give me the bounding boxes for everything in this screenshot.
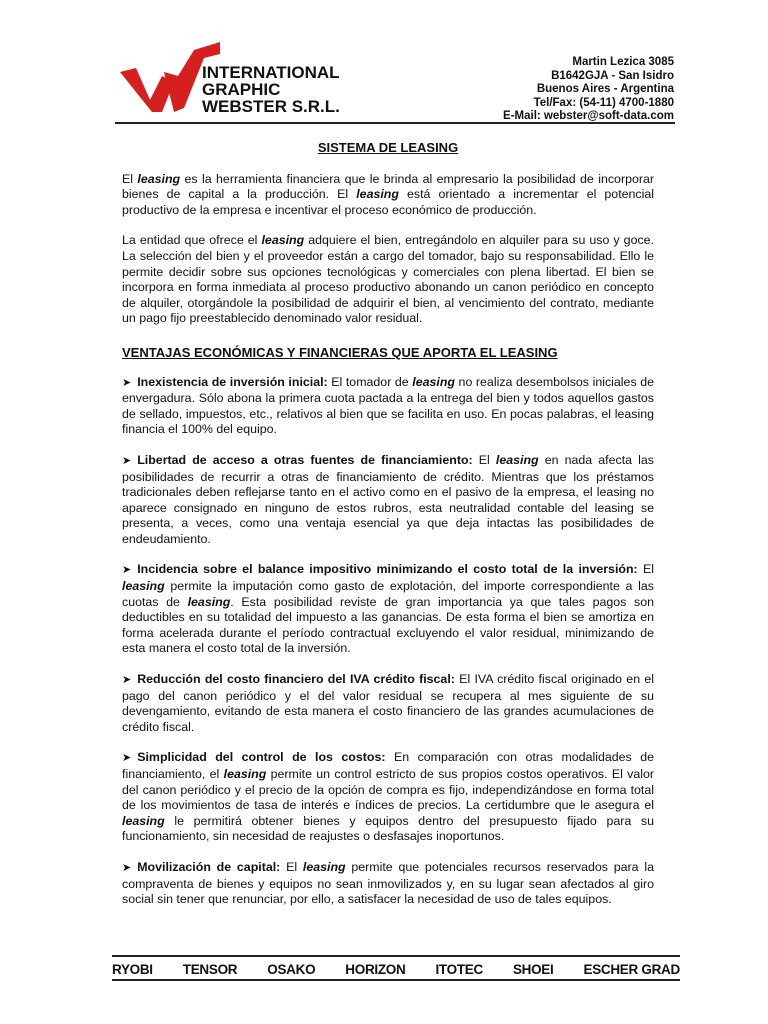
keyword: leasing bbox=[495, 452, 539, 467]
keyword: leasing bbox=[412, 374, 455, 389]
text-run: El tomador de bbox=[327, 374, 413, 389]
text-run: permite que potenciales recursos reservados para la compraventa de bienes y equipos no sean inmovilizados y, en su lugar sean afectados al giro social sin tener que renunciar, por ello, a satisfacer la necesidad de uso de tales equipos. bbox=[122, 859, 655, 907]
arrow-bullet-icon: ➤ bbox=[122, 861, 132, 874]
brand-ryobi: RYOBI bbox=[112, 961, 153, 977]
footer-divider-top bbox=[112, 955, 680, 957]
city-line: Buenos Aires - Argentina bbox=[536, 83, 674, 95]
postal-line: B1642GJA - San Isidro bbox=[551, 69, 674, 82]
text-run: permite un control estricto de sus propios costos operativos. El valor del canon periódico y el precio de la opción de compra es fijo, independizándose en forma total de los movimientos de tasa de interés e índices de precios. La certidumbre que le asegura el bbox=[122, 767, 655, 813]
advantage-item-4 bbox=[122, 672, 654, 735]
text-run: El bbox=[122, 171, 138, 186]
text-run: está orientado a incrementar el potencial productivo de la empresa e incentivar el proceso económico de producción. bbox=[122, 187, 655, 217]
brand-itotec: ITOTEC bbox=[435, 961, 483, 977]
header-divider bbox=[115, 122, 675, 124]
brand-strip bbox=[112, 960, 680, 978]
advantage-item-5 bbox=[122, 750, 654, 845]
footer-divider-bottom bbox=[112, 979, 680, 981]
brand-osako: OSAKO bbox=[267, 961, 316, 977]
keyword: leasing bbox=[187, 594, 231, 609]
brand-escher-grad: ESCHER GRAD bbox=[583, 961, 680, 977]
item-lead: Reducción del costo financiero del IVA crédito fiscal: bbox=[137, 672, 455, 687]
text-run: no realiza desembolsos iniciales de envergadura. Sólo abona la primera cuota pactada a la entrega del bien y todos aquellos gastos de sellado, impuestos, etc., relativos al bien que se facilita en uso. En pocas palabras, el leasing financia el 100% del equipo. bbox=[122, 374, 655, 437]
arrow-bullet-icon: ➤ bbox=[122, 376, 132, 389]
phone-line: Tel/Fax: (54-11) 4700-1880 bbox=[533, 96, 674, 109]
document-title: SISTEMA DE LEASING bbox=[317, 140, 459, 155]
text-run: en nada afecta las posibilidades de recurrir a otras de financiamiento de crédito. Mientras que los préstamos tradicionales deben reflejarse tanto en el activo como en el pasivo de la empresa, el leasing no aparece consignado en ninguno de estos rubros, esta neutralidad contable del leasing se presenta, a veces, como una ventaja esencial ya que deja intactas las posibilidades de endeudamiento. bbox=[122, 452, 654, 546]
item-lead: Simplicidad del control de los costos: bbox=[137, 750, 386, 765]
intro-paragraph-1 bbox=[122, 172, 654, 219]
keyword: leasing bbox=[223, 767, 267, 781]
document-body bbox=[122, 140, 654, 923]
text-run: es la herramienta financiera que le brinda al empresario la posibilidad de incorporar bienes de capital a la producción. El bbox=[122, 171, 654, 202]
text-run: permite la imputación como gasto de explotación, del importe correspondiente a las cuotas de bbox=[122, 579, 654, 609]
text-run: adquiere el bien, entregándolo en alquiler para su uso y goce. La selección del bien y el proveedor están a cargo del tomador, bajo su responsabilidad. Ello le permite decidir sobre sus opciones tecnológicas y comerciales con plena libertad. El bien se incorpora en forma inmediata al proceso productivo abonando un canon periódico en concepto de alquiler, otorgándole la posibilidad de adquirir el bien, al vencimiento del contrato, mediante un pago fijo preestablecido denominado valor residual. bbox=[122, 233, 654, 326]
intro-paragraph-2 bbox=[122, 233, 654, 327]
advantage-item-3 bbox=[122, 562, 654, 657]
arrow-bullet-icon: ➤ bbox=[122, 564, 132, 577]
text-run: le permitirá obtener bienes y equipos dentro del presupuesto fijado para su funcionamiento, sin necesidad de reajustes o desfasajes inoportunos. bbox=[122, 813, 654, 844]
keyword: leasing bbox=[137, 171, 181, 186]
brand-shoei: SHOEI bbox=[512, 961, 554, 977]
keyword: leasing bbox=[122, 579, 165, 594]
arrow-bullet-icon: ➤ bbox=[122, 674, 132, 687]
section-heading: VENTAJAS ECONÓMICAS Y FINANCIERAS QUE APORTA EL LEASING bbox=[122, 344, 558, 360]
item-lead: Inexistencia de inversión inicial: bbox=[137, 374, 328, 389]
keyword: leasing bbox=[356, 187, 399, 202]
keyword: leasing bbox=[122, 813, 165, 828]
item-lead: Libertad de acceso a otras fuentes de financiamiento: bbox=[137, 452, 473, 467]
email-line: E-Mail: webster@soft-data.com bbox=[503, 110, 674, 122]
company-line-3: WEBSTER S.R.L. bbox=[202, 97, 340, 116]
item-lead: Movilización de capital: bbox=[137, 859, 281, 874]
contact-block bbox=[503, 56, 674, 124]
text-run: El bbox=[637, 562, 654, 577]
text-run: En comparación con otras modalidades de financiamiento, el bbox=[122, 750, 654, 781]
company-line-2: GRAPHIC bbox=[202, 80, 281, 99]
keyword: leasing bbox=[261, 233, 305, 248]
brand-horizon: HORIZON bbox=[345, 961, 406, 977]
text-run: El bbox=[472, 452, 496, 467]
advantage-item-1 bbox=[122, 375, 654, 438]
brand-tensor: TENSOR bbox=[182, 961, 238, 977]
item-lead: Incidencia sobre el balance impositivo minimizando el costo total de la inversión: bbox=[137, 562, 638, 577]
arrow-bullet-icon: ➤ bbox=[122, 454, 132, 467]
text-run: . Esta posibilidad reviste de gran importancia ya que tales pagos son deductibles en su totalidad del impuesto a las ganancias. De esta forma el bien se amortiza en forma acelerada durante el período contractual excluyendo el valor residual, minimizando de esta manera el costo total de la inversión. bbox=[122, 594, 654, 656]
advantage-item-6 bbox=[122, 860, 654, 908]
text-run: El bbox=[280, 859, 303, 874]
arrow-bullet-icon: ➤ bbox=[122, 752, 132, 765]
keyword: leasing bbox=[302, 859, 346, 874]
company-line-1: INTERNATIONAL bbox=[202, 63, 340, 82]
company-name bbox=[202, 64, 340, 115]
advantage-item-2 bbox=[122, 453, 654, 548]
text-run: El IVA crédito fiscal originado en el pago del canon periódico y el del valor residual se recupera al mes siguiente de su devengamiento, evitando de esta manera el costo financiero de las grandes acumulaciones de crédito fiscal. bbox=[122, 672, 654, 734]
address-line: Martin Lezica 3085 bbox=[572, 56, 674, 68]
text-run: La entidad que ofrece el bbox=[122, 233, 262, 248]
